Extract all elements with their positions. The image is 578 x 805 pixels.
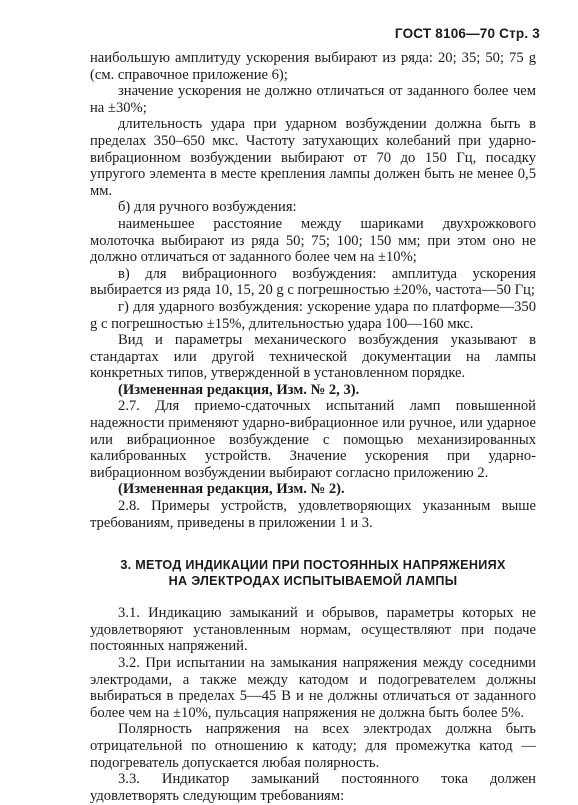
- page-header: ГОСТ 8106—70 Стр. 3: [394, 26, 540, 41]
- section-title: [90, 557, 536, 589]
- amendment-note: (Измененная редакция, Изм. № 2).: [118, 481, 345, 498]
- section-title-line-1: 3. МЕТОД ИНДИКАЦИИ ПРИ ПОСТОЯННЫХ НАПРЯЖЕНИЯХ: [120, 558, 506, 573]
- document-body: [90, 50, 536, 804]
- paragraph: Полярность напряжения на всех электродах должна быть отрицательной по отношению к катоду; для промежутка катод — подогреватель допускается любая полярность.: [90, 721, 536, 771]
- paragraph: 3.1. Индикацию замыканий и обрывов, параметры которых не удовлетворяют установленным нормам, осуществляют при подаче постоянных напряжений.: [90, 605, 536, 655]
- paragraph: Вид и параметры механического возбуждения указывают в стандартах или другой технической документации на лампы конкретных типов, утвержденной в установленном порядке.: [90, 332, 536, 382]
- section-title-line-2: НА ЭЛЕКТРОДАХ ИСПЫТЫВАЕМОЙ ЛАМПЫ: [168, 574, 458, 589]
- paragraph: наибольшую амплитуду ускорения выбирают из ряда: 20; 35; 50; 75 g (см. справочное приложение 6);: [90, 50, 536, 83]
- paragraph: длительность удара при ударном возбуждении должна быть в пределах 350–650 мкс. Частоту затухающих колебаний при ударно-вибрационном возбуждении выбирают от 70 до 150 Гц, посадку упругого элемента в месте крепления лампы должен быть не менее 0,5 мм.: [90, 116, 536, 199]
- paragraph: г) для ударного возбуждения: ускорение удара по платформе—350 g с погрешностью ±15%, длительностью удара 100—160 мкс.: [90, 298, 536, 332]
- paragraph: 3.3. Индикатор замыканий постоянного тока должен удовлетворять следующим требованиям:: [90, 771, 536, 804]
- paragraph: значение ускорения не должно отличаться от заданного более чем на ±30%;: [90, 83, 536, 116]
- amendment-note: (Измененная редакция, Изм. № 2, 3).: [118, 381, 360, 398]
- paragraph: в) для вибрационного возбуждения: амплитуда ускорения выбирается из ряда 10, 15, 20 g с погрешностью ±20%, частота—50 Гц;: [90, 265, 536, 299]
- paragraph: наименьшее расстояние между шариками двухрожкового молоточка выбирают из ряда 50; 75; 100; 150 мм; при этом оно не должно отличаться от заданного более чем на ±10%;: [90, 215, 536, 266]
- paragraph: 2.7. Для приемо-сдаточных испытаний ламп повышенной надежности применяют ударно-вибрационное или ручное, или ударное или вибрационное возбуждение с помощью механизированных калиброванных устройств. Значение ускорения при ударно-вибрационном возбуждении выбирают согласно приложению 2.: [90, 398, 536, 481]
- paragraph: б) для ручного возбуждения:: [118, 199, 297, 216]
- paragraphs-top: [90, 50, 536, 531]
- paragraph: 3.2. При испытании на замыкания напряжения между соседними электродами, а также между катодом и подогревателем должны выбираться в пределах 5—45 В и не должны отличаться от заданного более чем на ±10%, пульсация напряжения не должна быть более 5%.: [90, 655, 536, 721]
- paragraphs-bottom: [90, 605, 536, 804]
- paragraph: 2.8. Примеры устройств, удовлетворяющих указанным выше требованиям, приведены в приложении 1 и 3.: [90, 498, 536, 531]
